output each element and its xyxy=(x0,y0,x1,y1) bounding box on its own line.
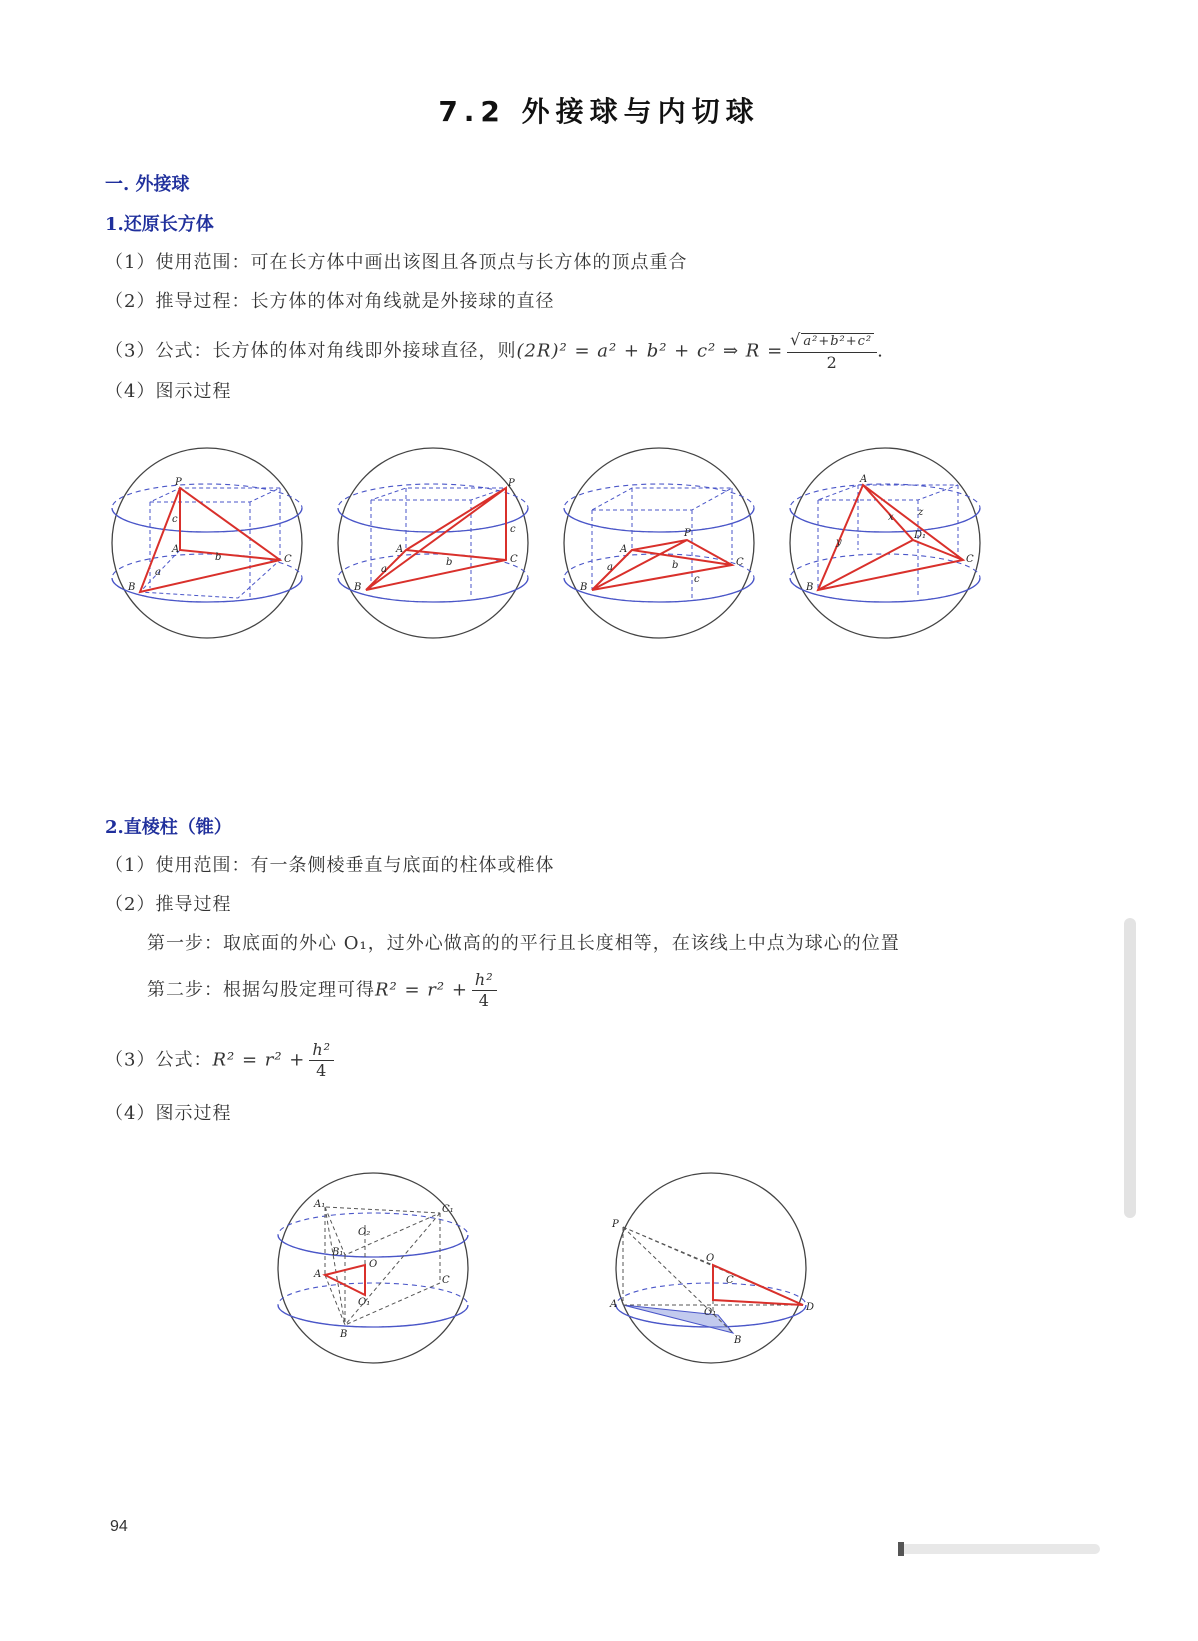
label-A: A xyxy=(172,544,180,555)
label-A: A xyxy=(620,544,628,555)
label-a: a xyxy=(155,567,161,578)
label-O: O xyxy=(369,1259,378,1270)
subsection-heading-right-prism: 2.直棱柱（锥） xyxy=(105,817,232,838)
label-x: x xyxy=(888,512,894,523)
label-D: D xyxy=(806,1302,815,1313)
prism-formula-fraction xyxy=(309,1040,334,1081)
label-B1: B₁ xyxy=(332,1247,344,1258)
label-B: B xyxy=(354,582,362,593)
label-P: P xyxy=(175,477,182,488)
label-O: O xyxy=(706,1253,715,1264)
label-D1: D₁ xyxy=(914,530,927,541)
label-B: B xyxy=(128,582,136,593)
label-C: C xyxy=(966,554,974,565)
prism-item-illustration: （4）图示过程 xyxy=(105,1103,232,1124)
cuboid-diagram-2 xyxy=(338,448,528,638)
prism-item-scope: （1）使用范围：有一条侧棱垂直与底面的柱体或椎体 xyxy=(105,855,555,876)
label-P: P xyxy=(684,528,691,539)
label-B: B xyxy=(580,582,588,593)
step2-formula: R² = r² + xyxy=(375,979,468,1001)
cuboid-diagrams xyxy=(100,440,1020,660)
prism-step-2 xyxy=(147,970,497,1011)
label-O2: O₂ xyxy=(358,1227,371,1238)
cuboid-diagram-4 xyxy=(790,448,980,638)
label-c: c xyxy=(510,524,516,535)
label-c: c xyxy=(694,574,700,585)
label-C: C xyxy=(726,1275,734,1286)
step2-frac-den: 4 xyxy=(478,991,490,1010)
label-c: c xyxy=(172,514,178,525)
label-b: b xyxy=(672,560,679,571)
label-C: C xyxy=(284,554,292,565)
step2-prefix: 第二步：根据勾股定理可得 xyxy=(147,979,375,1001)
page-number: 94 xyxy=(110,1518,128,1535)
section-heading-circumscribed: 一. 外接球 xyxy=(105,174,190,195)
label-C: C xyxy=(442,1275,450,1286)
prism-diagram-2 xyxy=(609,1173,814,1363)
label-O1: O₁ xyxy=(704,1307,717,1318)
prism-frac-num: h² xyxy=(309,1040,334,1061)
cuboid-diagram-3 xyxy=(564,448,754,638)
prism-frac-den: 4 xyxy=(316,1061,328,1080)
cuboid-diagram-1 xyxy=(112,448,302,638)
prism-step-1: 第一步：取底面的外心 O₁，过外心做高的的平行且长度相等，在该线上中点为球心的位置 xyxy=(147,933,900,954)
step2-frac-num: h² xyxy=(472,970,497,991)
cuboid-item-illustration: （4）图示过程 xyxy=(105,381,232,402)
label-A: A xyxy=(610,1299,618,1310)
cuboid-formula-fraction: $\frac{\text{√ a²+b²+c²}}{2}$ xyxy=(787,330,877,373)
label-O1: O₁ xyxy=(358,1297,371,1308)
scroll-indicator xyxy=(870,1540,1120,1560)
prism-diagram-1 xyxy=(278,1173,468,1363)
prism-formula-prefix: （3）公式： xyxy=(105,1049,213,1071)
cuboid-formula-main: (2R)² = a² + b² + c² ⇒ R = xyxy=(516,340,784,362)
prism-formula-main: R² = r² + xyxy=(212,1049,306,1071)
label-z: z xyxy=(918,507,924,518)
label-y: y xyxy=(836,537,842,548)
label-A1: A₁ xyxy=(314,1199,326,1210)
label-A: A xyxy=(314,1269,322,1280)
label-B: B xyxy=(734,1335,742,1346)
label-B: B xyxy=(806,582,814,593)
scrollbar[interactable] xyxy=(1124,918,1136,1218)
label-A: A xyxy=(860,474,868,485)
label-b: b xyxy=(215,552,222,563)
label-A: A xyxy=(396,544,404,555)
cuboid-item-derivation: （2）推导过程：长方体的体对角线就是外接球的直径 xyxy=(105,291,555,312)
label-a: a xyxy=(607,562,613,573)
label-b: b xyxy=(446,557,453,568)
cuboid-item-formula: （3）公式：长方体的体对角线即外接球直径，则(2R)² = a² + b² + c² ⇒ R = $\frac{\text{√ a²+b²+c²}}{2}$ . xyxy=(105,330,884,372)
label-P: P xyxy=(612,1219,619,1230)
prism-diagrams xyxy=(270,1165,830,1375)
label-B: B xyxy=(340,1329,348,1340)
cuboid-formula-prefix: （3）公式：长方体的体对角线即外接球直径，则 xyxy=(105,340,517,362)
cuboid-frac-numerator: a²+b²+c² xyxy=(803,334,873,349)
page-title: 7.2 外接球与内切球 xyxy=(438,95,760,128)
label-a: a xyxy=(381,564,387,575)
label-P: P xyxy=(508,478,515,489)
step2-fraction xyxy=(472,970,497,1011)
cuboid-item-scope: （1）使用范围：可在长方体中画出该图且各顶点与长方体的顶点重合 xyxy=(105,252,688,273)
label-C1: C₁ xyxy=(442,1204,454,1215)
subsection-heading-cuboid: 1.还原长方体 xyxy=(105,214,214,235)
prism-item-derivation: （2）推导过程 xyxy=(105,894,232,915)
label-C: C xyxy=(510,554,518,565)
prism-item-formula xyxy=(105,1040,334,1081)
label-C: C xyxy=(736,557,744,568)
cuboid-frac-denominator: 2 xyxy=(826,353,838,372)
